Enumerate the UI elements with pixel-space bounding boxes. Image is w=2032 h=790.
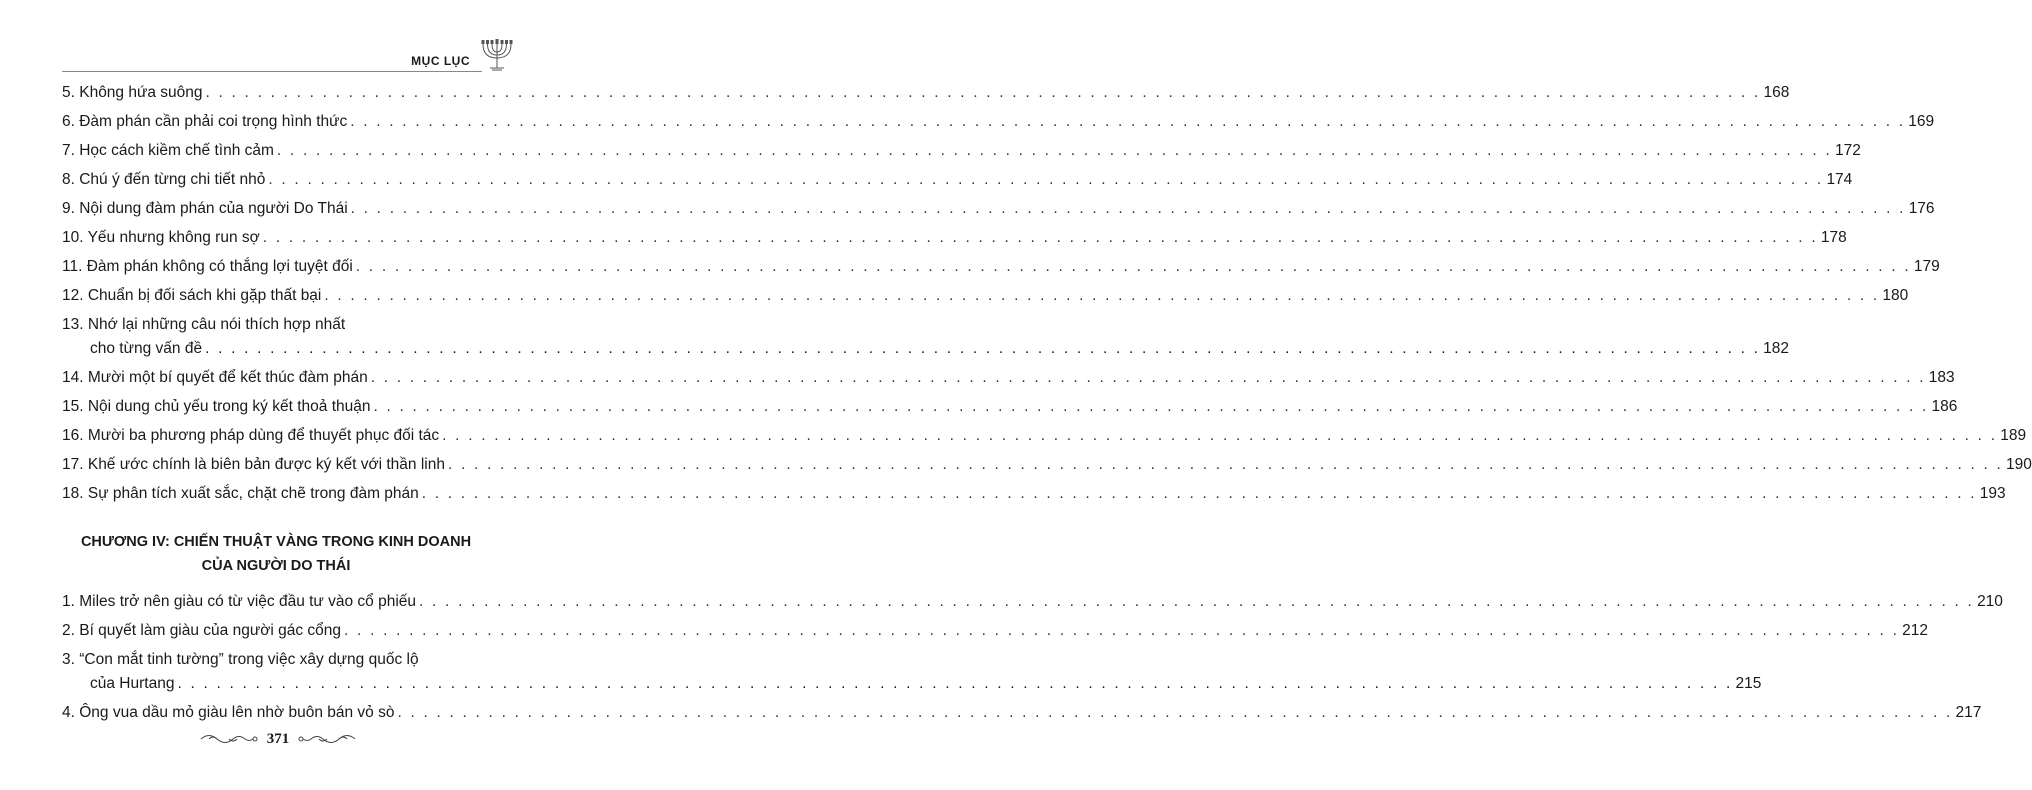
page-number: 371 [266,730,290,747]
header-title: MỤC LỤC [411,54,470,68]
dot-leader: . . . . . . . . . . . . . . . . . . . . . . . . . . . . . . . . . . . . . . . . . . . . . . . . . . . . . . . . . . . . . . . . . . . . . . . . . . . . . . . . . . . . . . . . . . . . . . . . . . . . . . . . . . . . . . . . . . . . . . . . [177,675,1733,692]
toc-entry-title: 8. Chú ý đến từng chi tiết nhỏ [62,171,268,189]
toc-entry-page: 186 [1931,398,1958,415]
page-footer [0,730,556,748]
toc-entry-title: 13. Nhớ lại những câu nói thích hợp nhất [62,316,346,333]
toc-entry-title: 3. “Con mắt tinh tường” trong việc xây dựng quốc lộ [62,651,419,668]
dot-leader: . . . . . . . . . . . . . . . . . . . . . . . . . . . . . . . . . . . . . . . . . . . . . . . . . . . . . . . . . . . . . . . . . . . . . . . . . . . . . . . . . . . . . . . . . . . . . . . . . . . . . . . . . . . . . . . . . . . . . . . . [350,113,1906,130]
toc-entry-page: 215 [1735,675,1762,692]
dot-leader: . . . . . . . . . . . . . . . . . . . . . . . . . . . . . . . . . . . . . . . . . . . . . . . . . . . . . . . . . . . . . . . . . . . . . . . . . . . . . . . . . . . . . . . . . . . . . . . . . . . . . . . . . . . . . . . . . . . . . . . . [344,622,1900,639]
toc-entry-title: 17. Khế ước chính là biên bản được ký kết với thần linh [62,456,448,474]
toc-entry[interactable] [62,474,2006,503]
toc-entry-title: 18. Sự phân tích xuất sắc, chặt chẽ trong đàm phán [62,485,422,503]
toc-entry-title: 14. Mười một bí quyết để kết thúc đàm phán [62,369,371,387]
toc-entry[interactable] [62,160,1853,189]
right-ornament-icon [297,730,357,748]
toc-entry-title: 1. Miles trở nên giàu có từ việc đầu tư vào cổ phiếu [62,593,419,611]
dot-leader: . . . . . . . . . . . . . . . . . . . . . . . . . . . . . . . . . . . . . . . . . . . . . . . . . . . . . . . . . . . . . . . . . . . . . . . . . . . . . . . . . . . . . . . . . . . . . . . . . . . . . . . . . . . . . . . . . . . . . . . . [205,340,1761,357]
toc-entry[interactable] [62,102,1935,131]
dot-leader: . . . . . . . . . . . . . . . . . . . . . . . . . . . . . . . . . . . . . . . . . . . . . . . . . . . . . . . . . . . . . . . . . . . . . . . . . . . . . . . . . . . . . . . . . . . . . . . . . . . . . . . . . . . . . . . . . . . . . . . . [268,171,1824,188]
dot-leader: . . . . . . . . . . . . . . . . . . . . . . . . . . . . . . . . . . . . . . . . . . . . . . . . . . . . . . . . . . . . . . . . . . . . . . . . . . . . . . . . . . . . . . . . . . . . . . . . . . . . . . . . . . . . . . . . . . . . . . . . [355,258,1911,275]
toc-entry[interactable] [62,305,1789,358]
toc-entry-title: 7. Học cách kiềm chế tình cảm [62,142,277,160]
dot-leader: . . . . . . . . . . . . . . . . . . . . . . . . . . . . . . . . . . . . . . . . . . . . . . . . . . . . . . . . . . . . . . . . . . . . . . . . . . . . . . . . . . . . . . . . . . . . . . . . . . . . . . . . . . . . . . . . . . . . . . . . [350,200,1906,217]
toc-entry[interactable] [62,247,1940,276]
toc-entry-title: 6. Đàm phán cần phải coi trọng hình thức [62,113,350,131]
toc-entry[interactable] [62,582,2003,611]
toc-entry[interactable] [62,445,2032,474]
toc-entry-page: 179 [1913,258,1940,275]
toc-entry-title: 9. Nội dung đàm phán của người Do Thái [62,200,351,218]
toc-entry-page: 169 [1908,113,1935,130]
toc-entry[interactable] [62,611,1928,640]
dot-leader: . . . . . . . . . . . . . . . . . . . . . . . . . . . . . . . . . . . . . . . . . . . . . . . . . . . . . . . . . . . . . . . . . . . . . . . . . . . . . . . . . . . . . . . . . . . . . . . . . . . . . . . . . . . . . . . . . . . . . . . . [419,593,1975,610]
toc-entry-page: 217 [1955,704,1982,721]
menorah-icon [478,38,516,72]
chapter-heading-line1: CHƯƠNG IV: CHIẾN THUẬT VÀNG TRONG KINH DOANH [80,534,472,550]
dot-leader: . . . . . . . . . . . . . . . . . . . . . . . . . . . . . . . . . . . . . . . . . . . . . . . . . . . . . . . . . . . . . . . . . . . . . . . . . . . . . . . . . . . . . . . . . . . . . . . . . . . . . . . . . . . . . . . . . . . . . . . . [447,456,2004,473]
dot-leader: . . . . . . . . . . . . . . . . . . . . . . . . . . . . . . . . . . . . . . . . . . . . . . . . . . . . . . . . . . . . . . . . . . . . . . . . . . . . . . . . . . . . . . . . . . . . . . . . . . . . . . . . . . . . . . . . . . . . . . . . [421,485,1977,502]
dot-leader: . . . . . . . . . . . . . . . . . . . . . . . . . . . . . . . . . . . . . . . . . . . . . . . . . . . . . . . . . . . . . . . . . . . . . . . . . . . . . . . . . . . . . . . . . . . . . . . . . . . . . . . . . . . . . . . . . . . . . . . . [324,287,1880,304]
toc-entry-title-continued: của Hurtang [90,675,175,692]
toc-entry[interactable] [62,416,2027,445]
header-divider [62,71,482,72]
toc-entry-title: 2. Bí quyết làm giàu của người gác cổng [62,622,344,640]
running-header [411,36,516,72]
toc-entry-page: 189 [2000,427,2027,444]
dot-leader: . . . . . . . . . . . . . . . . . . . . . . . . . . . . . . . . . . . . . . . . . . . . . . . . . . . . . . . . . . . . . . . . . . . . . . . . . . . . . . . . . . . . . . . . . . . . . . . . . . . . . . . . . . . . . . . . . . . . . . . . [442,427,1998,444]
toc-entry-title: 10. Yếu nhưng không run sợ [62,229,263,247]
left-ornament-icon [199,730,259,748]
toc-entry-title: 16. Mười ba phương pháp dùng để thuyết phục đối tác [62,427,442,445]
toc-entry[interactable] [62,276,1909,305]
toc-entry[interactable] [62,693,1982,722]
toc-entry[interactable] [62,358,1955,387]
toc-entry-page: 190 [2006,456,2032,473]
toc-entry-title: 15. Nội dung chủ yếu trong ký kết thoả thuận [62,398,374,416]
toc-section-2 [62,582,2003,722]
toc-entry-page: 183 [1928,369,1955,386]
toc-entry[interactable] [62,387,1958,416]
toc-entry-page: 182 [1763,340,1789,357]
toc-entry[interactable] [62,640,1762,693]
toc-entry-page: 178 [1820,229,1847,246]
dot-leader: . . . . . . . . . . . . . . . . . . . . . . . . . . . . . . . . . . . . . . . . . . . . . . . . . . . . . . . . . . . . . . . . . . . . . . . . . . . . . . . . . . . . . . . . . . . . . . . . . . . . . . . . . . . . . . . . . . . . . . . . [397,704,1953,721]
toc-entry-page: 210 [1977,593,2003,610]
dot-leader: . . . . . . . . . . . . . . . . . . . . . . . . . . . . . . . . . . . . . . . . . . . . . . . . . . . . . . . . . . . . . . . . . . . . . . . . . . . . . . . . . . . . . . . . . . . . . . . . . . . . . . . . . . . . . . . . . . . . . . . . [276,142,1832,159]
dot-leader: . . . . . . . . . . . . . . . . . . . . . . . . . . . . . . . . . . . . . . . . . . . . . . . . . . . . . . . . . . . . . . . . . . . . . . . . . . . . . . . . . . . . . . . . . . . . . . . . . . . . . . . . . . . . . . . . . . . . . . . . [370,369,1926,386]
toc-entry-page: 176 [1908,200,1935,217]
toc-entry-page: 172 [1834,142,1861,159]
toc-entry-title: 5. Không hứa suông [62,84,206,102]
dot-leader: . . . . . . . . . . . . . . . . . . . . . . . . . . . . . . . . . . . . . . . . . . . . . . . . . . . . . . . . . . . . . . . . . . . . . . . . . . . . . . . . . . . . . . . . . . . . . . . . . . . . . . . . . . . . . . . . . . . . . . . . [373,398,1929,415]
dot-leader: . . . . . . . . . . . . . . . . . . . . . . . . . . . . . . . . . . . . . . . . . . . . . . . . . . . . . . . . . . . . . . . . . . . . . . . . . . . . . . . . . . . . . . . . . . . . . . . . . . . . . . . . . . . . . . . . . . . . . . . . [262,229,1818,246]
toc-entry[interactable] [62,73,1790,102]
toc-entry-title: 12. Chuẩn bị đối sách khi gặp thất bại [62,287,324,305]
toc-entry-title: 4. Ông vua dầu mỏ giàu lên nhờ buôn bán vỏ sò [62,704,397,722]
toc-entry-title: 11. Đàm phán không có thắng lợi tuyệt đối [62,258,356,276]
toc-entry-page: 174 [1826,171,1853,188]
dot-leader: . . . . . . . . . . . . . . . . . . . . . . . . . . . . . . . . . . . . . . . . . . . . . . . . . . . . . . . . . . . . . . . . . . . . . . . . . . . . . . . . . . . . . . . . . . . . . . . . . . . . . . . . . . . . . . . . . . . . . . . . [205,84,1761,101]
toc-entry-page: 168 [1763,84,1790,101]
toc-entry-page: 180 [1882,287,1909,304]
toc-entry-title-continued: cho từng vấn đề [90,340,203,357]
toc-section-1 [62,73,2032,503]
toc-entry[interactable] [62,131,1861,160]
chapter-heading-line2: CỦA NGƯỜI DO THÁI [201,558,351,574]
toc-entry-page: 193 [1979,485,2006,502]
toc-entry[interactable] [62,218,1847,247]
toc-entry[interactable] [62,189,1935,218]
chapter-heading [62,530,490,578]
toc-entry-page: 212 [1902,622,1928,639]
